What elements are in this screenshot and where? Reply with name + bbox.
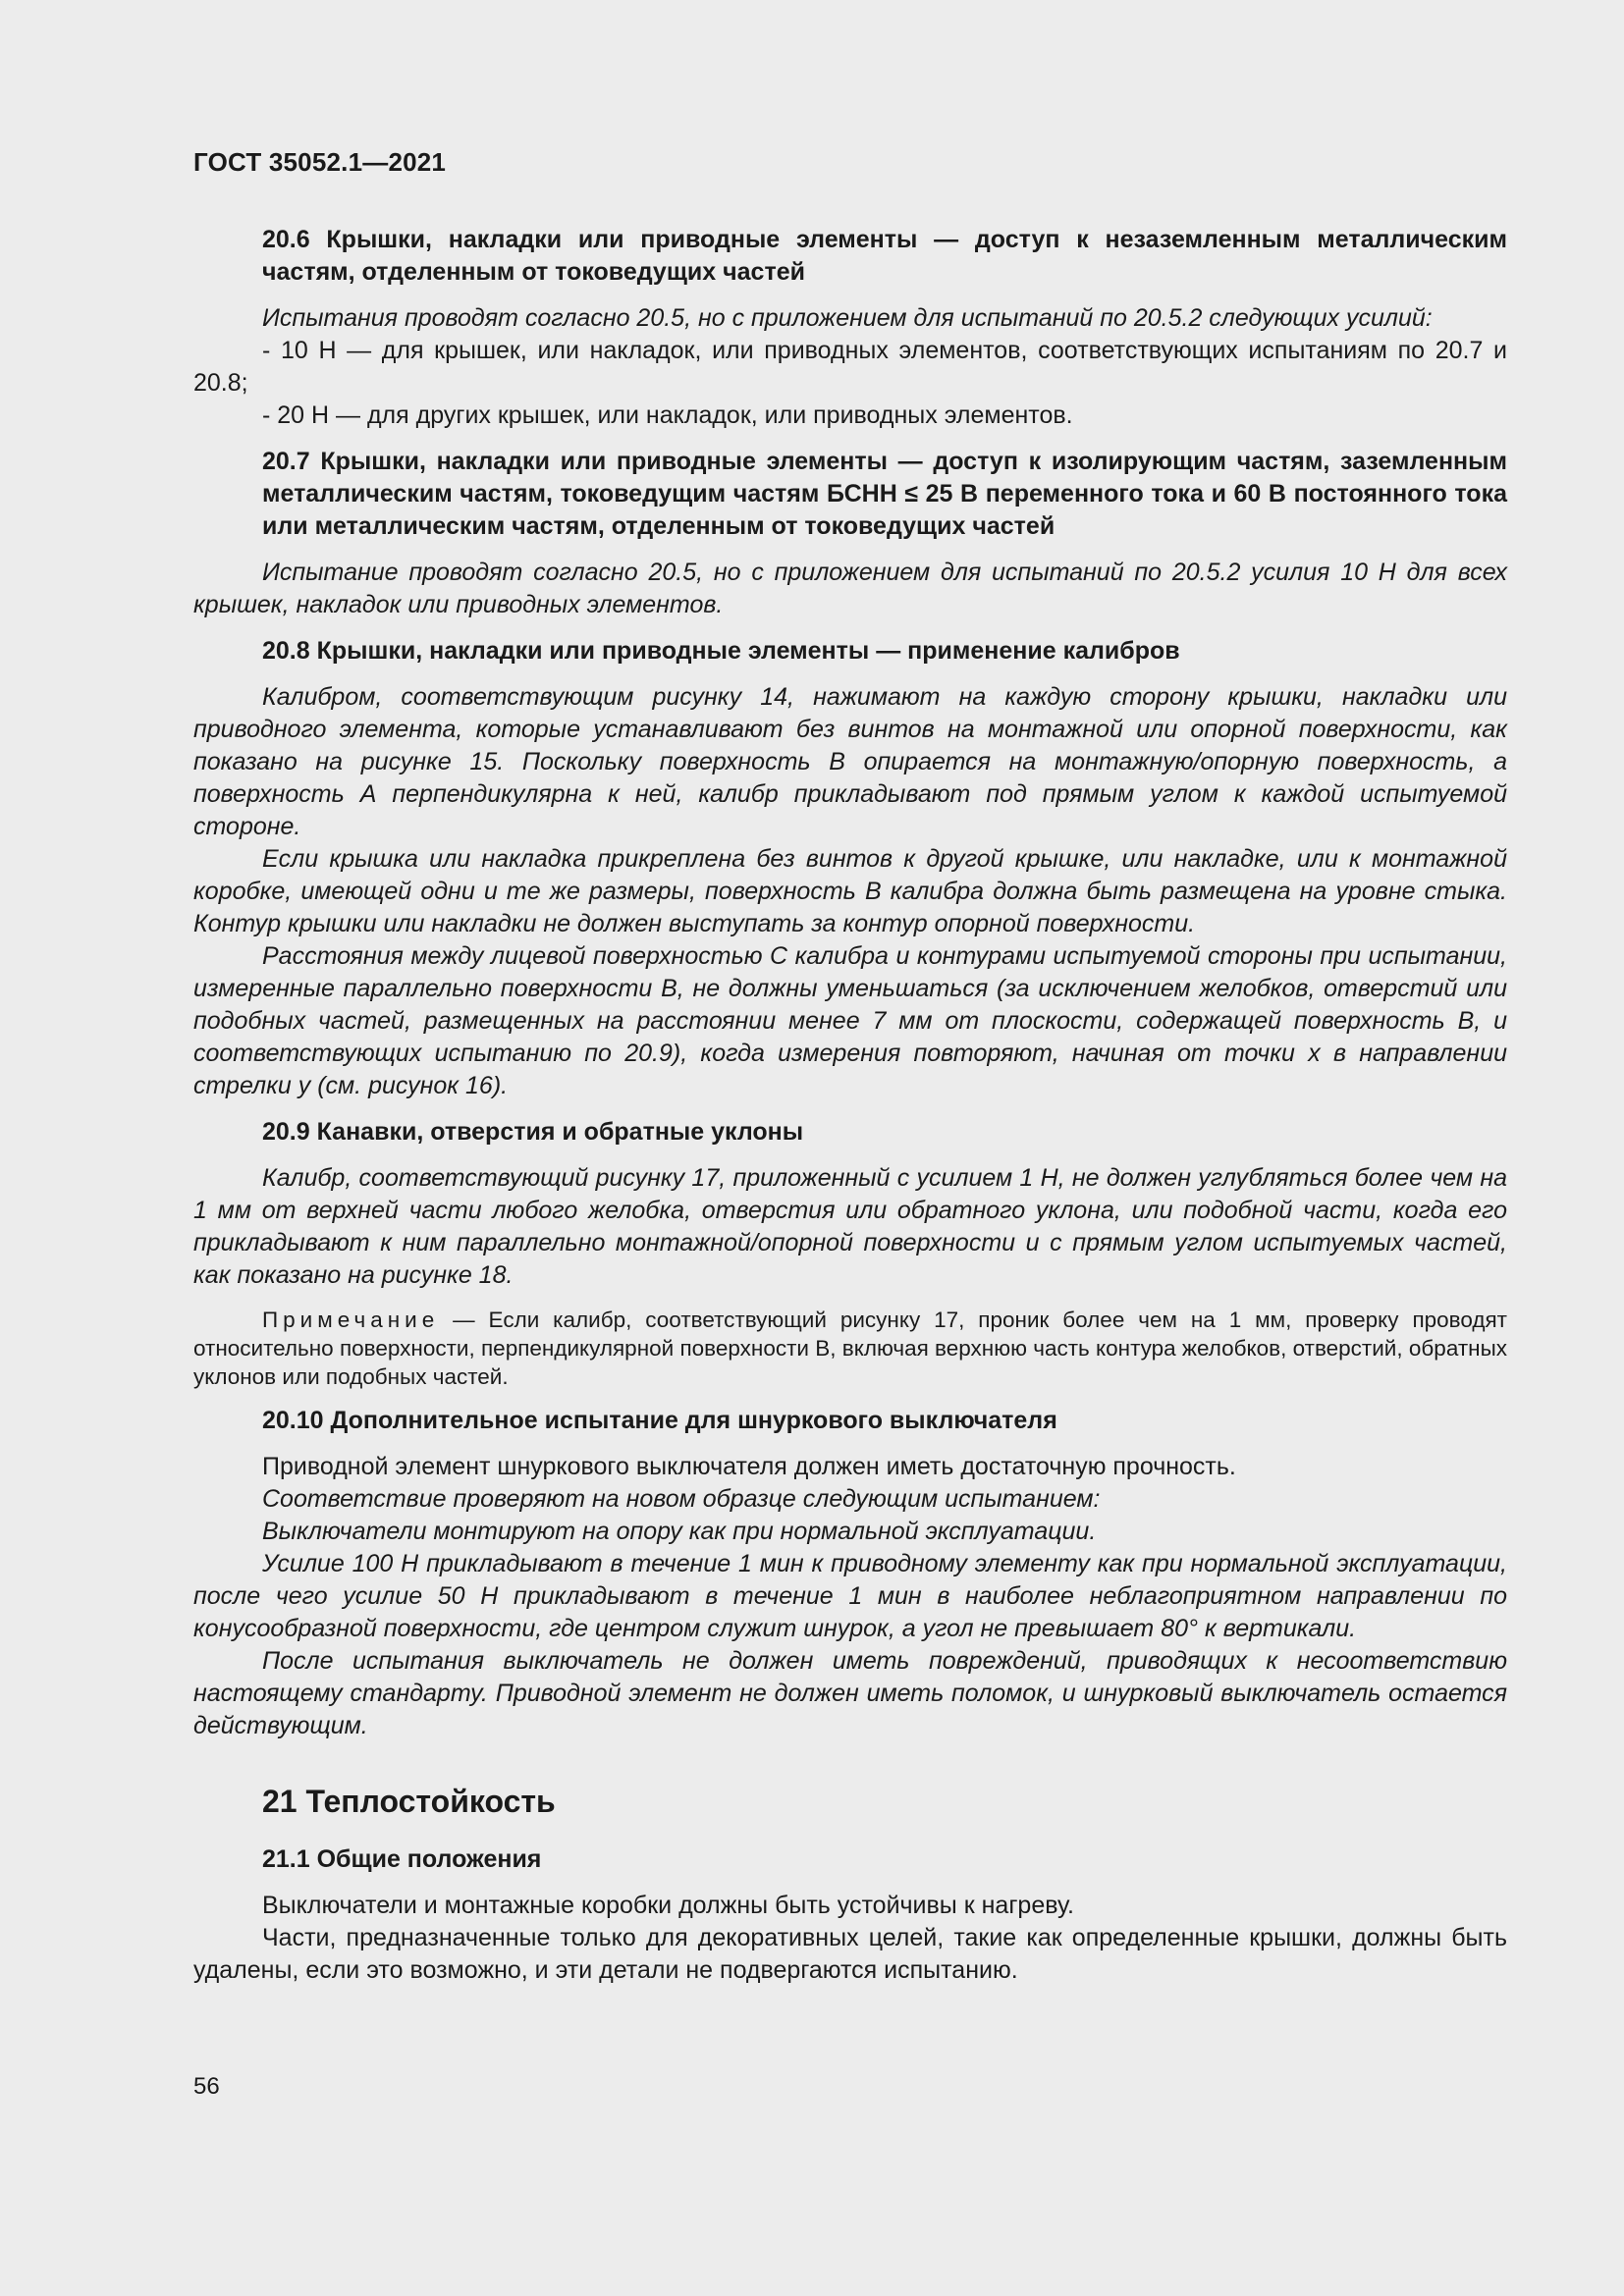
note-label: Примечание	[262, 1308, 440, 1332]
page-number: 56	[193, 2073, 220, 2100]
section-20-6-list-item-2: - 20 Н — для других крышек, или накладок, или приводных элементов.	[262, 401, 1073, 429]
section-21-title: 21 Теплостойкость	[262, 1784, 556, 1819]
section-20-9-paragraph: Калибр, соответствующий рисунку 17, приложенный с усилием 1 Н, не должен углубляться более чем на 1 мм от верхней части любого желобка, отверстия или обратного уклона, или подобной части, когда его прикладывают к ним параллельно монтажной/опорной поверхности и с прямым углом испытуемых частей, как показано на рисунке 18.	[193, 1164, 1507, 1289]
section-20-10-paragraph-5: После испытания выключатель не должен иметь повреждений, приводящих к несоответствию настоящему стандарту. Приводной элемент не должен иметь поломок, и шнурковый выключатель остается действующим.	[193, 1647, 1507, 1739]
section-20-8-title: 20.8 Крышки, накладки или приводные элементы — применение калибров	[262, 637, 1180, 665]
section-20-10-paragraph-4: Усилие 100 Н прикладывают в течение 1 мин к приводному элементу как при нормальной эксплуатации, после чего усилие 50 Н прикладывают в течение 1 мин в наиболее неблагоприятном направлении по конусообразной поверхности, где центром служит шнурок, а угол не превышает 80° к вертикали.	[193, 1550, 1507, 1642]
section-20-8-paragraph-2: Если крышка или накладка прикреплена без винтов к другой крышке, или накладке, или к монтажной коробке, имеющей одни и те же размеры, поверхность В калибра должна быть размещена на уровне стыка. Контур крышки или накладки не должен выступать за контур опорной поверхности.	[193, 845, 1507, 937]
section-20-9-title: 20.9 Канавки, отверстия и обратные уклоны	[262, 1118, 804, 1146]
document-number-header: ГОСТ 35052.1—2021	[193, 147, 447, 177]
note-text: — Если калибр, соответствующий рисунку 17, проник более чем на 1 мм, проверку проводят относительно поверхности, перпендикулярной поверхности В, включая верхнюю часть контура желобков, отверстий, обратных уклонов или подобных частей.	[193, 1308, 1507, 1389]
section-20-6-list-item-1: - 10 Н — для крышек, или накладок, или приводных элементов, соответствующих испытаниям по 20.7 и 20.8;	[193, 337, 1507, 397]
page-content	[193, 224, 1507, 1987]
section-20-8-paragraph-3: Расстояния между лицевой поверхностью С калибра и контурами испытуемой стороны при испытании, измеренные параллельно поверхности В, не должны уменьшаться (за исключением желобков, отверстий или подобных частей, размещенных на расстоянии менее 7 мм от плоскости, содержащей поверхность В, и соответствующих испытанию по 20.9), когда измерения повторяют, начиная от точки х в направлении стрелки у (см. рисунок 16).	[193, 942, 1507, 1099]
section-20-10-title: 20.10 Дополнительное испытание для шнуркового выключателя	[262, 1407, 1057, 1434]
section-20-10-paragraph-3: Выключатели монтируют на опору как при нормальной эксплуатации.	[262, 1518, 1097, 1545]
section-20-10-paragraph-2: Соответствие проверяют на новом образце следующим испытанием:	[262, 1485, 1101, 1513]
section-21-1-paragraph-2: Части, предназначенные только для декоративных целей, такие как определенные крышки, должны быть удалены, если это возможно, и эти детали не подвергаются испытанию.	[193, 1924, 1507, 1984]
section-21-1-paragraph-1: Выключатели и монтажные коробки должны быть устойчивы к нагреву.	[262, 1892, 1074, 1919]
section-20-6-paragraph: Испытания проводят согласно 20.5, но с приложением для испытаний по 20.5.2 следующих усилий:	[262, 304, 1433, 332]
section-20-7-title: 20.7 Крышки, накладки или приводные элементы — доступ к изолирующим частям, заземленным металлическим частям, токоведущим частям БСНН ≤ 25 В переменного тока и 60 В постоянного тока или металлическим частям, отделенным от токоведущих частей	[262, 448, 1507, 540]
section-20-10-paragraph-1: Приводной элемент шнуркового выключателя должен иметь достаточную прочность.	[262, 1453, 1236, 1480]
section-20-9-note	[193, 1306, 1507, 1391]
section-20-7-paragraph: Испытание проводят согласно 20.5, но с приложением для испытаний по 20.5.2 усилия 10 Н для всех крышек, накладок или приводных элементов.	[193, 559, 1507, 618]
section-21-1-title: 21.1 Общие положения	[262, 1845, 542, 1873]
section-20-8-paragraph-1: Калибром, соответствующим рисунку 14, нажимают на каждую сторону крышки, накладки или приводного элемента, которые устанавливают без винтов на монтажной или опорной поверхности, как показано на рисунке 15. Поскольку поверхность В опирается на монтажную/опорную поверхность, а поверхность А перпендикулярна к ней, калибр прикладывают под прямым углом к каждой испытуемой стороне.	[193, 683, 1507, 840]
section-20-6-title: 20.6 Крышки, накладки или приводные элементы — доступ к незаземленным металлическим частям, отделенным от токоведущих частей	[262, 226, 1507, 286]
